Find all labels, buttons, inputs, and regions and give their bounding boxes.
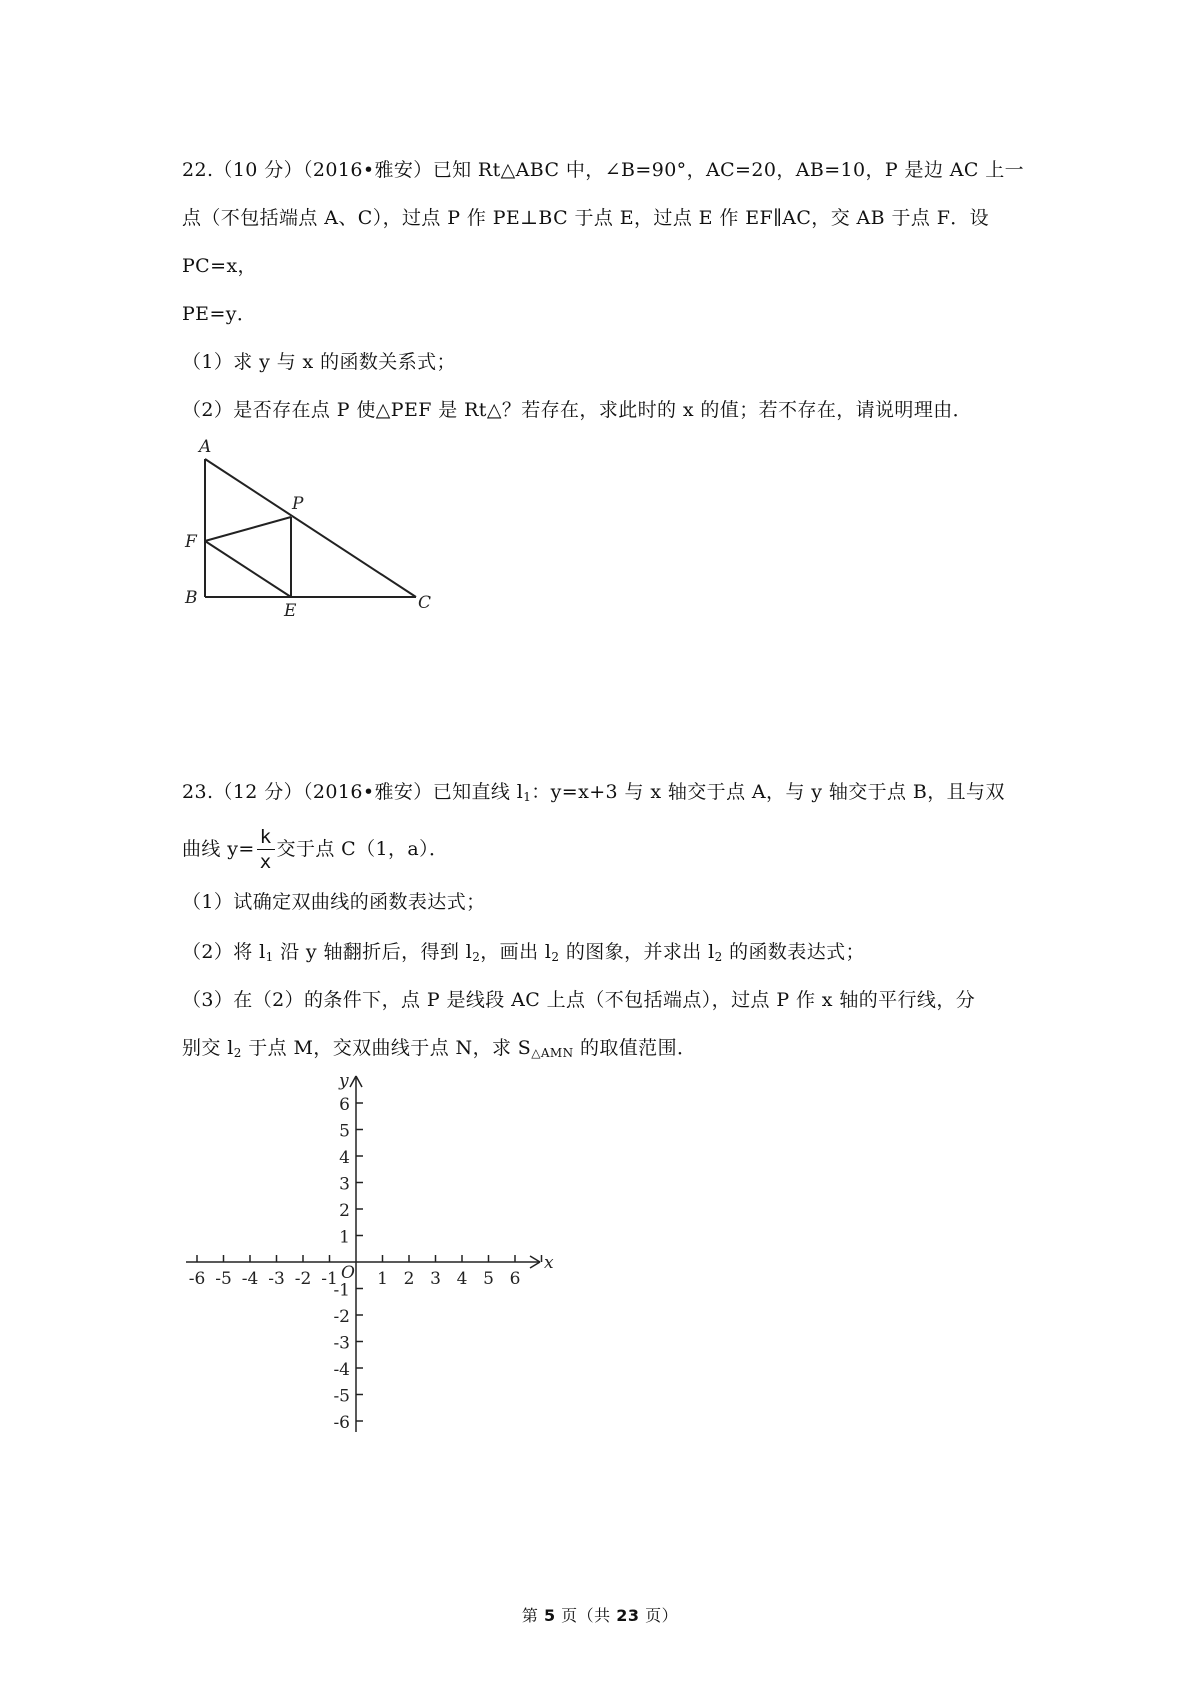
q23-sub1: （1）试确定双曲线的函数表达式； — [182, 891, 486, 913]
y-tick-label: -3 — [333, 1333, 350, 1354]
q23-sub3-line2: 别交 $l_2$ 于点 M，交双曲线于点 N，求 $S_{\triangle AMN}$ 的取值范围． — [182, 1037, 697, 1060]
y-tick-label: -5 — [333, 1386, 350, 1407]
label-B: B — [185, 588, 198, 608]
q23-sub3-line1: （3）在（2）的条件下，点 P 是线段 AC 上点（不包括端点），过点 P 作 x 轴的平行线，分 — [182, 989, 976, 1011]
x-tick-label: 5 — [483, 1269, 494, 1289]
page-total: 23 — [616, 1606, 640, 1625]
y-tick-label: -6 — [333, 1413, 350, 1433]
x-tick-label: 3 — [430, 1269, 441, 1289]
y-tick-label: -4 — [333, 1360, 350, 1380]
segment-FP — [205, 517, 291, 541]
x-tick-label: -1 — [321, 1269, 338, 1289]
label-C: C — [418, 593, 432, 613]
q22-line4: PE=y． — [182, 303, 257, 325]
label-E: E — [284, 601, 297, 621]
x-tick-label: 4 — [456, 1269, 468, 1289]
x-tick-label: -4 — [241, 1269, 259, 1289]
y-tick-label: -1 — [333, 1280, 350, 1301]
y-tick-label: 1 — [339, 1227, 350, 1248]
y-tick-label: 6 — [339, 1095, 350, 1115]
x-tick-label: 2 — [403, 1269, 415, 1289]
y-axis-arrow-left — [350, 1076, 356, 1087]
page-number: 5 — [543, 1606, 556, 1625]
q22-sub1: （1）求 y 与 x 的函数关系式； — [182, 351, 456, 373]
y-tick-label: 3 — [339, 1174, 350, 1195]
q22-sub2: （2）是否存在点 P 使△PEF 是 Rt△？若存在，求此时的 x 的值；若不存在，请说明理由． — [182, 399, 973, 421]
x-tick-label: -6 — [188, 1269, 206, 1289]
fraction-k-over-x: $\frac{k}{x}$ — [257, 828, 275, 872]
segment-AC — [205, 459, 416, 597]
y-tick-label: 5 — [339, 1121, 350, 1142]
x-axis-arrow-upper — [530, 1256, 540, 1262]
label-F: F — [185, 532, 197, 552]
q22-line3: PC=x， — [182, 255, 257, 277]
x-tick-label: -3 — [268, 1269, 285, 1289]
q22-line2: 点（不包括端点 A、C），过点 P 作 PE⊥BC 于点 E，过点 E 作 EF∥AC，交 AB 于点 F．设 — [182, 207, 990, 229]
segment-FE — [205, 541, 291, 597]
q23-sub2: （2）将 $l_1$ 沿 y 轴翻折后，得到 $l_2$，画出 $l_2$ 的图象，并求出 $l_2$ 的函数表达式； — [182, 941, 865, 964]
q23-line2: 曲线 y= $\frac{k}{x}$ 交于点 C（1，a）． — [182, 826, 449, 873]
q23-coordinate-axes — [180, 1065, 560, 1455]
x-tick-label: 6 — [509, 1269, 521, 1289]
y-axis-arrow-right — [356, 1076, 362, 1087]
q22-line1: 22.（10 分）（2016•雅安）已知 Rt△ABC 中，∠B=90°，AC=20，AB=10，P 是边 AC 上一 — [182, 159, 1025, 181]
label-P: P — [292, 494, 304, 514]
y-tick-label: 2 — [339, 1201, 350, 1221]
x-axis-label: x — [544, 1253, 554, 1273]
page-footer: 第 5 页（共 23 页） — [521, 1606, 679, 1625]
label-A: A — [199, 437, 212, 457]
x-axis-arrow-lower — [530, 1262, 540, 1268]
origin-label: O — [341, 1263, 355, 1283]
x-tick-label: -2 — [294, 1269, 312, 1289]
x-tick-label: 1 — [377, 1269, 388, 1289]
q23-line1: 23.（12 分）（2016•雅安）已知直线 $l_1$：y=x+3 与 x 轴交于点 A，与 y 轴交于点 B，且与双 — [182, 781, 1005, 804]
y-tick-label: 4 — [339, 1148, 350, 1168]
x-tick-label: -5 — [215, 1269, 232, 1289]
y-axis-label: y — [339, 1071, 349, 1091]
q22-triangle-figure — [180, 430, 440, 630]
y-tick-label: -2 — [333, 1307, 350, 1327]
